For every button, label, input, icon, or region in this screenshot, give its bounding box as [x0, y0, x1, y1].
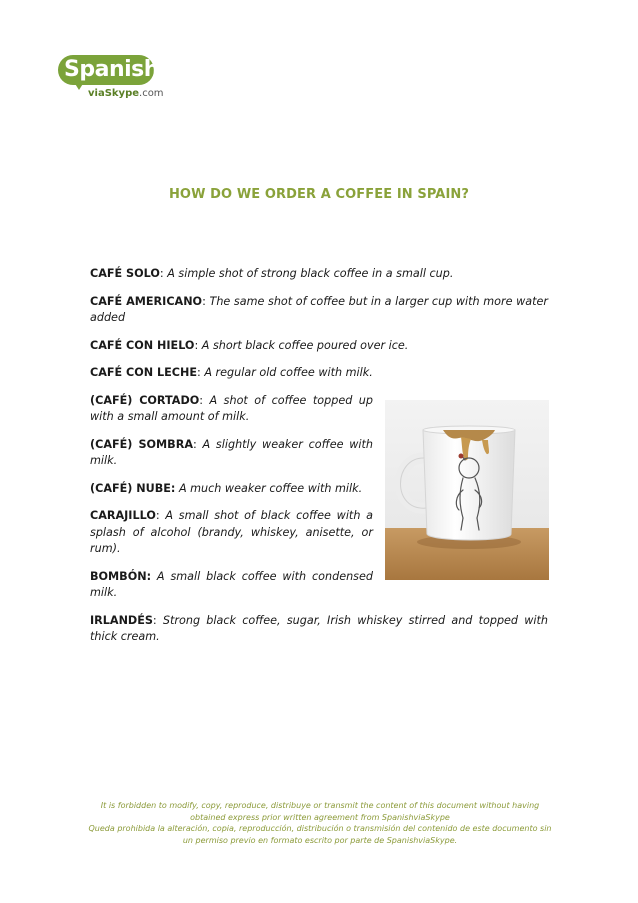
- coffee-item-carajillo: CARAJILLO: A small shot of black coffee with a splash of alcohol (brandy, whiskey, anisette, or rum).: [90, 509, 374, 555]
- footer-english-notice: It is forbidden to modify, copy, reproduce, distribuye or transmit the content of this document without having obtained express prior written agreement from SpanishviaSkype: [100, 801, 540, 822]
- coffee-item-nube: (CAFÉ) NUBE: A much weaker coffee with milk.: [90, 481, 363, 495]
- coffee-item-cafe-solo: CAFÉ SOLO: A simple shot of strong black coffee in a small cup.: [90, 267, 454, 280]
- character-tongue: [459, 454, 464, 459]
- coffee-item-irlandes: IRLANDÉS: Strong black coffee, sugar, Irish whiskey stirred and topped with thick cream.: [90, 613, 548, 643]
- mug-body: [423, 430, 515, 540]
- coffee-item-cafe-con-leche: CAFÉ CON LECHE: A regular old coffee with milk.: [90, 366, 373, 379]
- spanishviaskype-logo: [58, 55, 164, 103]
- coffee-item-bombon: BOMBÓN: A small black coffee with condensed milk.: [90, 569, 373, 599]
- logo-subtitle: viaSkype.com: [88, 88, 164, 99]
- coffee-item-cafe-americano: CAFÉ AMERICANO: The same shot of coffee but in a larger cup with more water added: [90, 294, 548, 324]
- coffee-item-cortado: (CAFÉ) CORTADO: A shot of coffee topped up with a small amount of milk.: [90, 393, 373, 423]
- copyright-footer: [85, 800, 555, 846]
- page-title: HOW DO WE ORDER A COFFEE IN SPAIN?: [168, 187, 470, 202]
- footer-spanish-notice: Queda prohibida la alteración, copia, reproducción, distribución o transmisión del contenido de este documento sin un permiso previo en formato escrito por parte de SpanishviaSkype.: [88, 824, 552, 845]
- logo-wordmark: Spanish: [64, 57, 159, 82]
- coffee-mug-photo: [385, 400, 549, 580]
- coffee-item-sombra: (CAFÉ) SOMBRA: A slightly weaker coffee with milk.: [90, 437, 373, 467]
- coffee-item-cafe-con-hielo: CAFÉ CON HIELO: A short black coffee poured over ice.: [90, 338, 409, 352]
- mug-illustration: [385, 400, 549, 580]
